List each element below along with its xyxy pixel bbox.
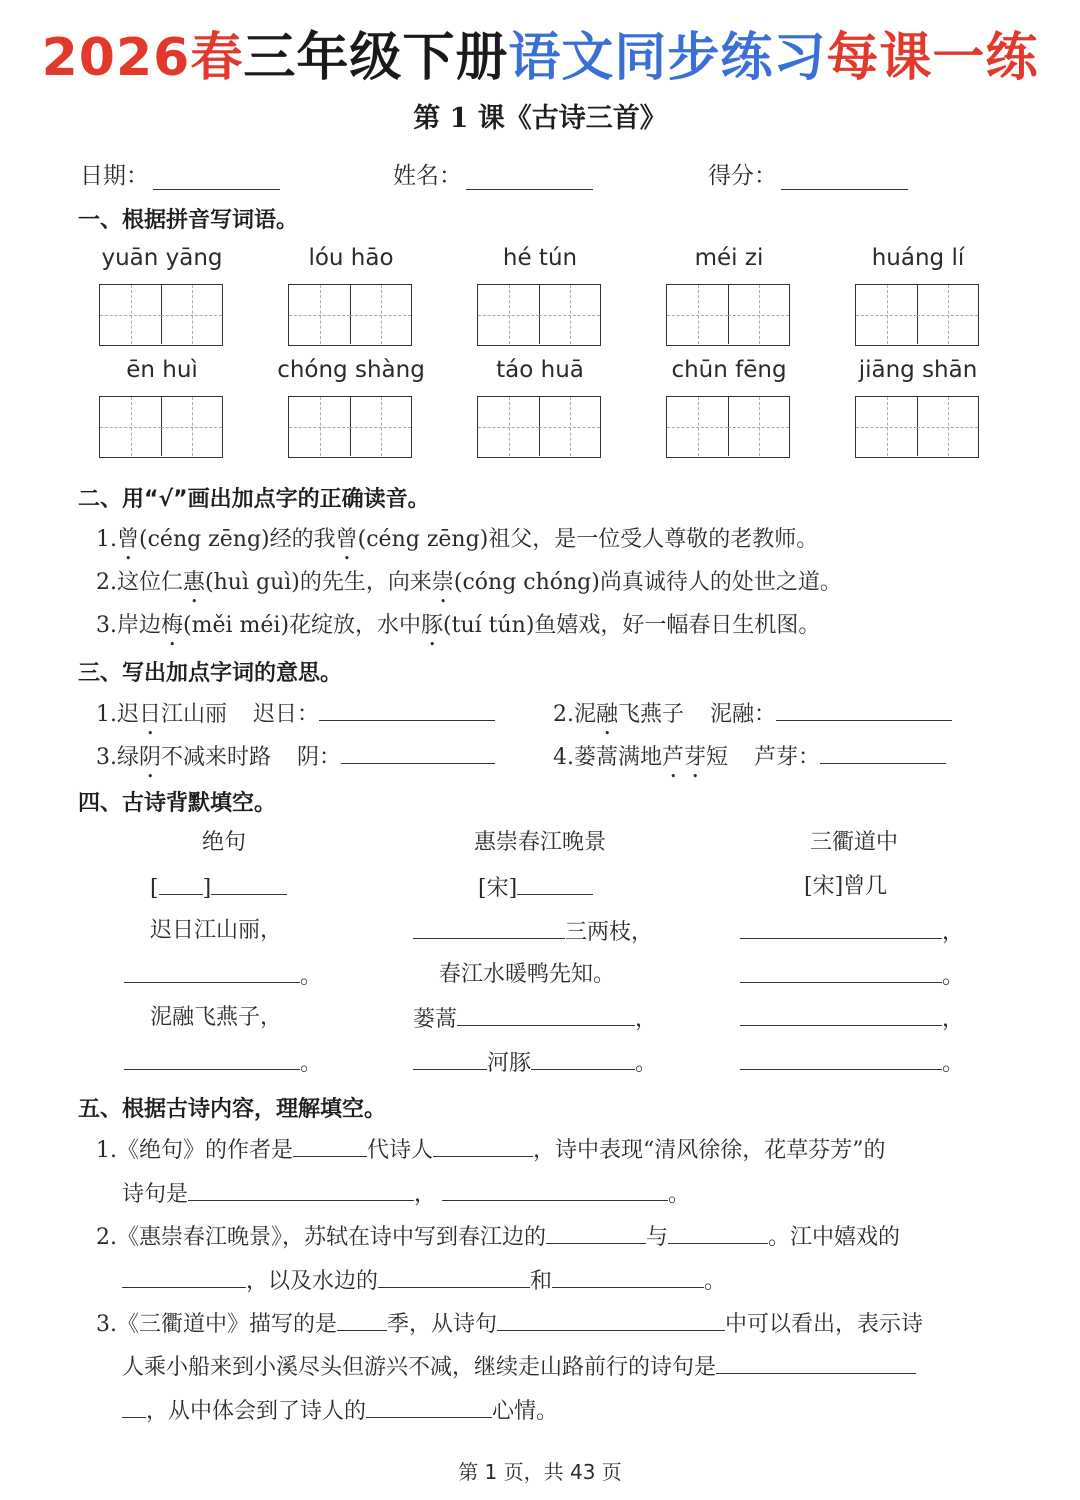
poem-3-line-3: [740, 1003, 964, 1035]
pinyin-label: méi zi: [694, 245, 764, 271]
section-5-title: 五、根据古诗内容，理解填空。: [78, 1097, 387, 1122]
page-footer: 第 1 页，共 43 页: [458, 1460, 622, 1484]
poem-blank[interactable]: [124, 1047, 300, 1070]
s2-question-3: [96, 611, 820, 651]
writing-grid[interactable]: [99, 284, 223, 346]
question-text[interactable]: (céng zēng)祖父，是一位受人尊敬的老教师。: [357, 527, 819, 552]
writing-grid[interactable]: [666, 284, 790, 346]
question-text: 迟: [117, 702, 140, 727]
poem-1-title: 绝句: [201, 830, 246, 855]
author-blank[interactable]: [211, 872, 287, 895]
question-number: 4.: [553, 745, 574, 770]
punct: 。: [942, 1051, 965, 1076]
poem-blank[interactable]: [457, 1003, 635, 1026]
dotted-char: 崇: [431, 570, 454, 595]
score-blank[interactable]: [781, 167, 908, 190]
poem-2-title: 惠崇春江晚景: [473, 830, 606, 855]
poem-blank[interactable]: [531, 1047, 635, 1070]
answer-blank[interactable]: [546, 1221, 646, 1244]
poem-2-line-4: [413, 1047, 657, 1079]
punct: 。: [300, 964, 323, 989]
s5-question-2-line-2: [122, 1265, 726, 1297]
bracket: ]: [202, 876, 212, 901]
dotted-char: 日: [139, 702, 162, 727]
poem-1-line-1: 迟日江山丽，: [150, 918, 283, 943]
answer-blank[interactable]: [668, 1221, 768, 1244]
dynasty: [宋]: [478, 876, 518, 901]
dotted-char: 惠: [183, 570, 206, 595]
writing-grid[interactable]: [288, 396, 412, 458]
writing-grid[interactable]: [288, 284, 412, 346]
punct: ，: [635, 1007, 658, 1032]
answer-label: 阴：: [297, 745, 342, 770]
dotted-char: 曾: [117, 527, 140, 552]
question-text: 这位仁: [117, 570, 184, 595]
punct: ，: [942, 1007, 965, 1032]
writing-grid[interactable]: [666, 396, 790, 458]
question-text: 诗句是: [122, 1182, 189, 1207]
name-blank[interactable]: [466, 167, 593, 190]
section-1-title: 一、根据拼音写词语。: [78, 208, 299, 233]
s5-question-1-line-2: [122, 1178, 690, 1210]
dotted-char: 融: [596, 702, 619, 727]
answer-blank[interactable]: [319, 698, 495, 721]
bracket: [: [150, 876, 159, 901]
poem-3-author: [宋]曾几: [804, 874, 888, 899]
pinyin-label: yuān yāng: [101, 245, 223, 271]
answer-blank[interactable]: [776, 698, 952, 721]
s3-question-3: [96, 741, 495, 783]
poem-blank[interactable]: [740, 1003, 942, 1026]
question-text: 代诗人: [367, 1138, 434, 1163]
question-text[interactable]: (tuí tún)鱼嬉戏，好一幅春日生机图。: [443, 613, 821, 638]
name-field[interactable]: [393, 157, 593, 190]
answer-blank[interactable]: [122, 1265, 246, 1288]
dotted-char: 阴: [139, 745, 162, 770]
writing-grid[interactable]: [99, 396, 223, 458]
lesson-subtitle: 第 1 课《古诗三首》: [413, 103, 667, 134]
title-part-series: 每课一练: [826, 28, 1039, 88]
writing-grid[interactable]: [855, 396, 979, 458]
question-number: 1.: [96, 527, 117, 552]
punct: 。: [704, 1269, 727, 1294]
question-text[interactable]: (cóng chóng)尚真诚待人的处世之道。: [453, 570, 842, 595]
dotted-char: 梅: [161, 613, 184, 638]
answer-blank[interactable]: [188, 1178, 414, 1201]
title-part-year: 2026春: [41, 28, 244, 88]
answer-blank[interactable]: [341, 741, 495, 764]
question-text: 江山丽: [161, 702, 228, 727]
poem-3-title: 三衢道中: [809, 830, 898, 855]
question-text: ，诗中表现“清风徐徐，花草芬芳”的: [533, 1138, 886, 1163]
pinyin-label: hé tún: [502, 245, 578, 271]
section-4-title: 四、古诗背默填空。: [78, 791, 277, 816]
poem-text: 三两枝，: [565, 920, 654, 945]
question-text: 。江中嬉戏的: [768, 1225, 901, 1250]
poem-2-author: [478, 872, 593, 904]
poem-blank[interactable]: [413, 916, 565, 939]
pinyin-label: táo huā: [496, 357, 584, 383]
poem-3-line-2: [740, 960, 964, 992]
s2-question-1: [96, 525, 818, 565]
title-part-grade: 三年级下册: [243, 28, 509, 88]
poem-blank[interactable]: [413, 1047, 487, 1070]
question-number: 1.: [96, 702, 117, 727]
question-text: 岸边: [117, 613, 162, 638]
pinyin-label: ēn huì: [126, 357, 198, 383]
question-number: 3.: [96, 745, 117, 770]
pinyin-label: chóng shàng: [277, 357, 425, 383]
pinyin-label: jiāng shān: [858, 357, 978, 383]
question-text: 与: [646, 1225, 669, 1250]
question-number: 1.: [96, 1138, 117, 1163]
poem-1-line-3: 泥融飞燕子，: [150, 1005, 283, 1030]
score-label: 得分：: [708, 163, 777, 189]
writing-grid[interactable]: [855, 284, 979, 346]
punct: 。: [300, 1051, 323, 1076]
poem-3-line-1: [740, 916, 964, 948]
poem-blank[interactable]: [740, 960, 942, 983]
question-text: 绿: [117, 745, 140, 770]
poem-blank[interactable]: [740, 1047, 942, 1070]
answer-label: 迟日：: [253, 702, 320, 727]
question-number: 2.: [96, 1225, 117, 1250]
question-text[interactable]: (huì guì)的先生，向来: [205, 570, 432, 595]
s5-question-3-line-2: [122, 1351, 916, 1383]
dotted-char: 曾: [335, 527, 358, 552]
question-text[interactable]: (měi méi)花绽放，水中: [183, 613, 422, 638]
poem-text: 蒌蒿: [413, 1007, 458, 1032]
question-text: 《惠崇春江晚景》，苏轼在诗中写到春江边的: [117, 1225, 547, 1250]
author-blank[interactable]: [517, 872, 593, 895]
punct: ，: [414, 1182, 437, 1207]
answer-blank[interactable]: [552, 1265, 704, 1288]
answer-blank[interactable]: [293, 1134, 367, 1157]
answer-blank[interactable]: [337, 1308, 387, 1331]
question-number: 3.: [96, 613, 117, 638]
pinyin-label: huáng lí: [871, 245, 965, 271]
title-part-subject: 语文同步练习: [508, 28, 827, 88]
punct: 。: [668, 1182, 691, 1207]
question-text: 中可以看出，表示诗: [725, 1312, 924, 1337]
poem-1-author: [150, 872, 287, 904]
question-text: 人乘小船来到小溪尽头但游兴不减，继续走山路前行的诗句是: [122, 1355, 717, 1380]
s3-question-4: [553, 741, 946, 783]
s3-question-2: [553, 698, 952, 740]
date-label: 日期：: [80, 163, 149, 189]
question-text: ，以及水边的: [246, 1269, 379, 1294]
poem-2-line-1: [413, 916, 653, 948]
s5-question-1-line-1: [96, 1134, 886, 1166]
answer-blank[interactable]: [497, 1308, 725, 1331]
answer-label: 泥融：: [710, 702, 777, 727]
poem-blank[interactable]: [124, 960, 300, 983]
question-text: 蒌蒿满地: [574, 745, 663, 770]
s5-question-3-line-1: [96, 1308, 923, 1340]
date-field[interactable]: [80, 157, 280, 190]
poem-1-line-4: [124, 1047, 322, 1079]
page-title: [0, 26, 1080, 90]
question-text: 季，从诗句: [387, 1312, 498, 1337]
answer-blank[interactable]: [366, 1395, 492, 1418]
answer-blank[interactable]: [122, 1395, 146, 1418]
question-text: 泥: [574, 702, 597, 727]
question-text: 飞燕子: [618, 702, 685, 727]
punct: ，: [942, 920, 965, 945]
punct: 。: [942, 964, 965, 989]
question-number: 2.: [96, 570, 117, 595]
punct: 。: [635, 1051, 658, 1076]
writing-grid[interactable]: [477, 396, 601, 458]
s3-question-1: [96, 698, 495, 740]
dynasty-blank[interactable]: [159, 872, 203, 895]
s5-question-2-line-1: [96, 1221, 900, 1253]
score-field[interactable]: [708, 157, 908, 190]
question-text: 不减来时路: [161, 745, 272, 770]
question-text: ，从中体会到了诗人的: [146, 1399, 367, 1424]
question-text: 《绝句》的作者是: [117, 1138, 294, 1163]
writing-grid[interactable]: [477, 284, 601, 346]
poem-text: 河豚: [487, 1051, 532, 1076]
answer-blank[interactable]: [820, 741, 946, 764]
poem-3-line-4: [740, 1047, 964, 1079]
section-2-title: 二、用“√”画出加点字的正确读音。: [78, 487, 430, 512]
name-label: 姓名：: [393, 163, 462, 189]
s2-question-2: [96, 568, 842, 608]
poem-2-line-3: [413, 1003, 657, 1035]
date-blank[interactable]: [153, 167, 280, 190]
answer-blank[interactable]: [378, 1265, 530, 1288]
question-text[interactable]: (céng zēng)经的我: [139, 527, 336, 552]
section-3-title: 三、写出加点字词的意思。: [78, 661, 343, 686]
question-number: 3.: [96, 1312, 117, 1337]
answer-label: 芦芽：: [754, 745, 821, 770]
dotted-char: 豚: [421, 613, 444, 638]
question-number: 2.: [553, 702, 574, 727]
question-text: 短: [706, 745, 729, 770]
question-text: 心情。: [492, 1399, 559, 1424]
pinyin-label: lóu hāo: [308, 245, 394, 271]
poem-2-line-2: 春江水暖鸭先知。: [439, 962, 616, 987]
question-text: 《三衢道中》描写的是: [117, 1312, 338, 1337]
poem-blank[interactable]: [740, 916, 942, 939]
answer-blank[interactable]: [442, 1178, 668, 1201]
dotted-char: 芦芽: [662, 745, 707, 770]
question-text: 和: [530, 1269, 553, 1294]
answer-blank[interactable]: [716, 1351, 916, 1374]
s5-question-3-line-3: [122, 1395, 558, 1427]
answer-blank[interactable]: [433, 1134, 533, 1157]
pinyin-label: chūn fēng: [671, 357, 787, 383]
poem-1-line-2: [124, 960, 322, 992]
